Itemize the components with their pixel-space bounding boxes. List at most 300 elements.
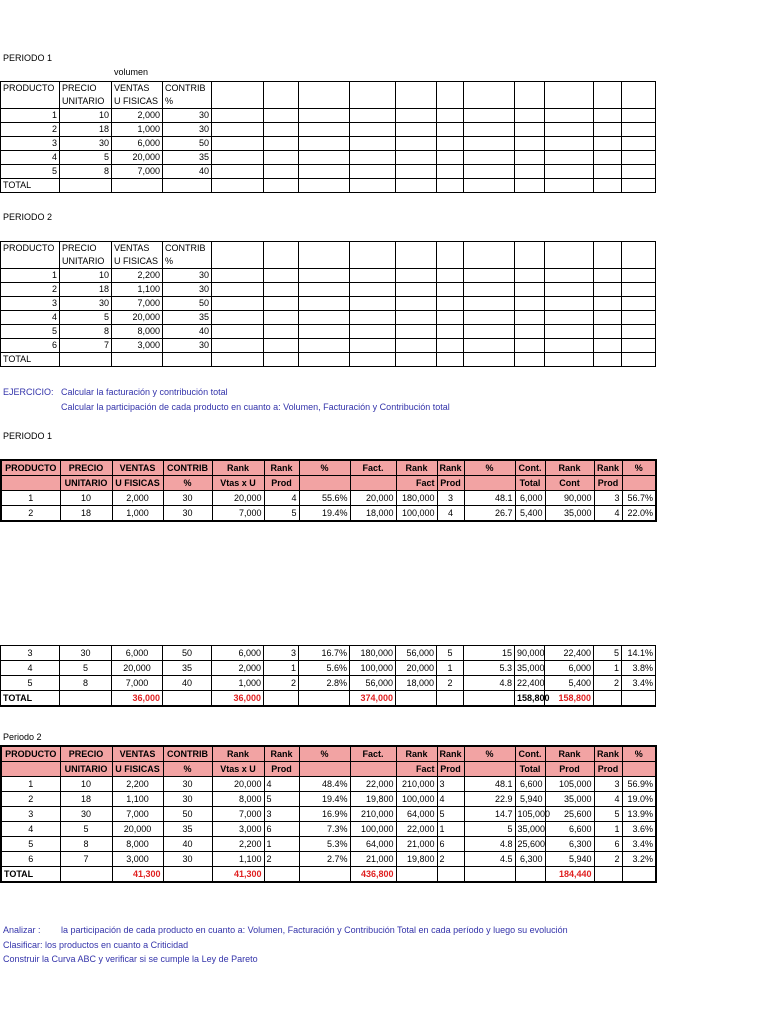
table-row xyxy=(1,506,656,522)
header-cell xyxy=(1,762,60,777)
col-unitario: UNITARIO xyxy=(60,95,112,109)
header-cell: Rank xyxy=(212,746,264,762)
table-cell: 8,000 xyxy=(112,325,163,339)
table-cell: 18,000 xyxy=(350,506,396,522)
table-cell: 30 xyxy=(163,777,212,792)
table-cell: 2 xyxy=(437,852,464,867)
table-row xyxy=(1,151,656,165)
table-cell: 1 xyxy=(1,109,60,123)
header-cell xyxy=(350,762,396,777)
table-cell: 19.4% xyxy=(299,792,350,807)
header-cell: Vtas x U xyxy=(212,476,264,491)
header-cell: % xyxy=(622,746,656,762)
header-cell xyxy=(622,762,656,777)
col-contrib: CONTRIB xyxy=(163,82,212,96)
input-table-periodo2 xyxy=(0,241,656,367)
table-cell: 7 xyxy=(60,852,112,867)
periodo2-label: PERIODO 2 xyxy=(3,212,53,222)
header-cell: CONTRIB xyxy=(163,460,212,476)
table-cell: 22.9 xyxy=(464,792,515,807)
table-cell: 1 xyxy=(1,491,60,506)
table-cell: 22,400 xyxy=(515,676,545,691)
header-cell: PRODUCTO xyxy=(1,746,60,762)
table-cell: 4 xyxy=(1,151,60,165)
header-cell xyxy=(299,476,350,491)
table-cell: 6,000 xyxy=(112,137,163,151)
table-cell: 2.8% xyxy=(299,676,350,691)
table-cell: 48.4% xyxy=(299,777,350,792)
header-cell: Prod xyxy=(437,762,464,777)
table-cell: 19.0% xyxy=(622,792,656,807)
table-cell: 35 xyxy=(163,822,212,837)
table-cell: 5 xyxy=(594,646,622,661)
table-cell: 30 xyxy=(163,506,212,522)
table-cell: 15 xyxy=(464,646,515,661)
col-contrib: CONTRIB xyxy=(163,242,212,256)
table-row xyxy=(1,269,656,283)
table-row xyxy=(1,123,656,137)
header-cell: Rank xyxy=(396,746,437,762)
table-cell: 21,000 xyxy=(396,837,437,852)
table-cell: 1 xyxy=(264,661,299,676)
total-label: TOTAL xyxy=(1,867,60,883)
table-cell: 5 xyxy=(60,822,112,837)
table-cell: 1,000 xyxy=(112,123,163,137)
table-cell: 180,000 xyxy=(350,646,396,661)
table-cell: 35 xyxy=(163,151,212,165)
table-row xyxy=(1,852,656,867)
header-cell: % xyxy=(299,460,350,476)
header-cell: % xyxy=(622,460,656,476)
header-cell: Rank xyxy=(545,460,594,476)
table-cell: 7,000 xyxy=(212,506,264,522)
header-cell xyxy=(1,476,60,491)
table-cell: 5.3% xyxy=(299,837,350,852)
table-cell: 35 xyxy=(163,661,212,676)
table-cell: 4 xyxy=(1,661,60,676)
header-cell: PRODUCTO xyxy=(1,460,60,476)
table-cell: 5 xyxy=(594,807,622,822)
table-cell: 20,000 xyxy=(112,661,163,676)
table-cell: 64,000 xyxy=(396,807,437,822)
table-cell: 1 xyxy=(437,822,464,837)
col-pct: % xyxy=(163,255,212,269)
input-table-periodo1 xyxy=(0,81,656,193)
table-cell: 1 xyxy=(264,837,299,852)
col-u-fisicas: U FISICAS xyxy=(112,95,163,109)
table-cell: 3 xyxy=(264,807,299,822)
table-row xyxy=(1,283,656,297)
table-cell: 3 xyxy=(437,491,464,506)
table-cell: 3 xyxy=(1,137,60,151)
table-cell: 90,000 xyxy=(545,491,594,506)
table-cell: 7,000 xyxy=(212,807,264,822)
table-cell: 2 xyxy=(437,676,464,691)
table-cell: 22,400 xyxy=(545,646,594,661)
table-row xyxy=(1,165,656,179)
table-cell: 56.7% xyxy=(622,491,656,506)
table-cell: 3 xyxy=(437,777,464,792)
table-cell: 64,000 xyxy=(350,837,396,852)
table-cell: 5 xyxy=(60,311,112,325)
header-row xyxy=(1,746,656,762)
table-cell: 3,000 xyxy=(212,822,264,837)
table-row xyxy=(1,311,656,325)
table-cell: 7 xyxy=(60,339,112,353)
header-cell: Prod xyxy=(594,762,622,777)
table-cell: 6,000 xyxy=(545,661,594,676)
table-cell: 40 xyxy=(163,837,212,852)
table-cell: 18 xyxy=(60,283,112,297)
header-cell: Cont xyxy=(545,476,594,491)
table-cell: 30 xyxy=(163,123,212,137)
header-cell: Rank xyxy=(545,746,594,762)
table-cell: 35,000 xyxy=(515,822,545,837)
table-cell: 55.6% xyxy=(299,491,350,506)
table-cell: 21,000 xyxy=(350,852,396,867)
table-cell: 30 xyxy=(163,491,212,506)
periodo1-label: PERIODO 1 xyxy=(3,53,53,63)
ejercicio-line1: Calcular la facturación y contribución total xyxy=(61,387,228,397)
table-cell: 1,000 xyxy=(112,506,163,522)
table-cell: 100,000 xyxy=(396,792,437,807)
table-cell: 10 xyxy=(60,109,112,123)
table-cell: 48.1 xyxy=(464,491,515,506)
col-unitario: UNITARIO xyxy=(60,255,112,269)
table-cell: 5 xyxy=(264,792,299,807)
table-row xyxy=(1,297,656,311)
result-table-periodo1-bottom xyxy=(0,645,656,707)
total-label: TOTAL xyxy=(1,179,60,193)
table-cell: 30 xyxy=(163,852,212,867)
table-cell: 5.3 xyxy=(464,661,515,676)
total-fact: 436,800 xyxy=(350,867,396,883)
header-cell: VENTAS xyxy=(112,460,163,476)
total-cont: 158,800 xyxy=(515,691,545,707)
header-cell: Prod xyxy=(594,476,622,491)
table-cell: 2 xyxy=(264,676,299,691)
table-cell: 3.6% xyxy=(622,822,656,837)
table-row xyxy=(1,661,656,676)
header-row xyxy=(1,460,656,476)
table-cell: 210,000 xyxy=(350,807,396,822)
header-cell: Rank xyxy=(437,746,464,762)
table-cell: 25,600 xyxy=(545,807,594,822)
table-cell: 30 xyxy=(163,109,212,123)
table-cell: 5,940 xyxy=(545,852,594,867)
table-cell: 22,000 xyxy=(350,777,396,792)
table-cell: 5 xyxy=(464,822,515,837)
table-cell: 8 xyxy=(60,837,112,852)
periodo2-result-label: Periodo 2 xyxy=(3,732,42,742)
table-cell: 19.4% xyxy=(299,506,350,522)
table-cell: 1 xyxy=(1,269,60,283)
table-cell: 4.8 xyxy=(464,837,515,852)
table-cell: 22,000 xyxy=(396,822,437,837)
table-cell: 20,000 xyxy=(396,661,437,676)
table-cell: 16.7% xyxy=(299,646,350,661)
header-cell: U FISICAS xyxy=(112,476,163,491)
table-row xyxy=(1,491,656,506)
table-cell: 2 xyxy=(594,852,622,867)
table-cell: 5.6% xyxy=(299,661,350,676)
table-cell: 2,000 xyxy=(212,661,264,676)
header-cell xyxy=(350,476,396,491)
table-cell: 7,000 xyxy=(112,297,163,311)
table-cell: 3 xyxy=(1,297,60,311)
header-cell: Rank xyxy=(396,460,437,476)
header-cell: U FISICAS xyxy=(112,762,163,777)
header-cell: Vtas x U xyxy=(212,762,264,777)
header-cell: Rank xyxy=(594,460,622,476)
col-pct: % xyxy=(163,95,212,109)
table-cell: 30 xyxy=(60,297,112,311)
header-cell: % xyxy=(464,746,515,762)
table-cell: 20,000 xyxy=(212,491,264,506)
table-cell: 2,000 xyxy=(112,491,163,506)
table-cell: 5 xyxy=(437,646,464,661)
table-cell: 6 xyxy=(264,822,299,837)
header-cell: Fact. xyxy=(350,746,396,762)
table-cell: 2 xyxy=(594,676,622,691)
table-cell: 5 xyxy=(1,325,60,339)
table-cell: 18 xyxy=(60,506,112,522)
header-cell: Cont. xyxy=(515,746,545,762)
table-cell: 4 xyxy=(437,506,464,522)
table-cell: 2,200 xyxy=(212,837,264,852)
table-cell: 18 xyxy=(60,123,112,137)
table-row xyxy=(1,807,656,822)
table-cell: 5,940 xyxy=(515,792,545,807)
header-cell: PRECIO xyxy=(60,746,112,762)
table-cell: 6,000 xyxy=(515,491,545,506)
col-u-fisicas: U FISICAS xyxy=(112,255,163,269)
table-cell: 2 xyxy=(1,123,60,137)
table-cell: 3.4% xyxy=(622,837,656,852)
table-cell: 8 xyxy=(60,165,112,179)
table-cell: 3.2% xyxy=(622,852,656,867)
total-ventas: 41,300 xyxy=(112,867,163,883)
table-cell: 50 xyxy=(163,646,212,661)
table-cell: 56.9% xyxy=(622,777,656,792)
table-cell: 1 xyxy=(594,822,622,837)
table-cell: 2 xyxy=(1,283,60,297)
header-cell: CONTRIB xyxy=(163,746,212,762)
table-cell: 6 xyxy=(594,837,622,852)
table-cell: 5 xyxy=(437,807,464,822)
table-cell: 10 xyxy=(60,777,112,792)
header-cell: UNITARIO xyxy=(60,476,112,491)
total-rank-cont: 158,800 xyxy=(545,691,594,707)
table-cell: 30 xyxy=(60,807,112,822)
table-cell: 1 xyxy=(1,777,60,792)
table-row xyxy=(1,822,656,837)
table-cell: 8 xyxy=(60,325,112,339)
table-cell: 7,000 xyxy=(112,676,163,691)
col-ventas: VENTAS xyxy=(112,242,163,256)
result-table-periodo2 xyxy=(0,745,657,883)
table-cell: 1 xyxy=(437,661,464,676)
table-cell: 18 xyxy=(60,792,112,807)
table-cell: 7,000 xyxy=(112,165,163,179)
header-cell: Rank xyxy=(437,460,464,476)
table-row xyxy=(1,646,656,661)
header-cell: Fact. xyxy=(350,460,396,476)
table-cell: 7,000 xyxy=(112,807,163,822)
table-cell: 1,000 xyxy=(212,676,264,691)
table-cell: 4 xyxy=(594,506,622,522)
table-cell: 1,100 xyxy=(212,852,264,867)
header-cell: Rank xyxy=(264,746,299,762)
header-cell: UNITARIO xyxy=(60,762,112,777)
table-row xyxy=(1,837,656,852)
table-cell: 3 xyxy=(594,491,622,506)
table-cell: 180,000 xyxy=(396,491,437,506)
total-ventas: 36,000 xyxy=(112,691,163,707)
table-cell: 30 xyxy=(163,283,212,297)
table-cell: 40 xyxy=(163,676,212,691)
table-cell: 4 xyxy=(264,777,299,792)
header-cell: Rank xyxy=(264,460,299,476)
table-cell: 7.3% xyxy=(299,822,350,837)
table-cell: 2,000 xyxy=(112,109,163,123)
table-cell: 3,000 xyxy=(112,852,163,867)
table-cell: 6,600 xyxy=(545,822,594,837)
table-cell: 8,000 xyxy=(212,792,264,807)
header-cell xyxy=(464,476,515,491)
header-cell: Fact xyxy=(396,762,437,777)
table-cell: 35,000 xyxy=(515,661,545,676)
ejercicio-label: EJERCICIO: xyxy=(3,387,54,397)
header-cell: Total xyxy=(515,762,545,777)
table-cell: 6 xyxy=(1,852,60,867)
table-cell: 2 xyxy=(1,506,60,522)
analizar-label: Analizar : xyxy=(3,925,41,935)
header-cell: VENTAS xyxy=(112,746,163,762)
header-cell: % xyxy=(163,476,212,491)
table-cell: 10 xyxy=(60,269,112,283)
analizar-line2: Clasificar: los productos en cuanto a Criticidad xyxy=(3,940,189,950)
table-cell: 14.7 xyxy=(464,807,515,822)
table-cell: 48.1 xyxy=(464,777,515,792)
table-row xyxy=(1,339,656,353)
total-rank-cont: 184,440 xyxy=(545,867,594,883)
table-cell: 6 xyxy=(437,837,464,852)
table-cell: 19,800 xyxy=(396,852,437,867)
table-cell: 100,000 xyxy=(350,661,396,676)
header-cell xyxy=(622,476,656,491)
table-cell: 6,300 xyxy=(515,852,545,867)
col-ventas: VENTAS xyxy=(112,82,163,96)
table-cell: 5 xyxy=(1,676,60,691)
header-row xyxy=(1,476,656,491)
total-rank-vtas: 36,000 xyxy=(212,691,264,707)
col-producto: PRODUCTO xyxy=(1,242,60,256)
header-cell: Fact xyxy=(396,476,437,491)
table-cell: 20,000 xyxy=(112,311,163,325)
header-cell: Cont. xyxy=(515,460,545,476)
periodo1-result-label: PERIODO 1 xyxy=(3,431,53,441)
table-cell: 5 xyxy=(264,506,299,522)
table-cell: 6,300 xyxy=(545,837,594,852)
table-cell: 6,600 xyxy=(515,777,545,792)
table-cell: 8,000 xyxy=(112,837,163,852)
header-cell: Rank xyxy=(212,460,264,476)
table-cell: 22.0% xyxy=(622,506,656,522)
table-cell: 8 xyxy=(60,676,112,691)
col-precio: PRECIO xyxy=(60,242,112,256)
header-cell: Prod xyxy=(437,476,464,491)
table-row xyxy=(1,777,656,792)
table-cell: 35,000 xyxy=(545,506,594,522)
table-cell: 2 xyxy=(1,792,60,807)
table-cell: 2,200 xyxy=(112,777,163,792)
table-cell: 35,000 xyxy=(545,792,594,807)
table-cell: 5 xyxy=(1,837,60,852)
table-cell: 4 xyxy=(1,822,60,837)
table-cell: 20,000 xyxy=(112,822,163,837)
table-cell: 3 xyxy=(594,777,622,792)
table-cell: 2.7% xyxy=(299,852,350,867)
table-cell: 100,000 xyxy=(350,822,396,837)
table-cell: 20,000 xyxy=(350,491,396,506)
table-cell: 6,000 xyxy=(112,646,163,661)
table-cell: 4 xyxy=(437,792,464,807)
table-cell: 3 xyxy=(264,646,299,661)
table-cell: 30 xyxy=(163,339,212,353)
total-label: TOTAL xyxy=(1,691,60,707)
header-cell xyxy=(464,762,515,777)
ejercicio-line2: Calcular la participación de cada producto en cuanto a: Volumen, Facturación y Contribución total xyxy=(61,402,450,412)
table-cell: 30 xyxy=(60,137,112,151)
table-cell: 90,000 xyxy=(515,646,545,661)
table-cell: 56,000 xyxy=(350,676,396,691)
table-cell: 1,100 xyxy=(112,283,163,297)
header-cell: Prod xyxy=(264,762,299,777)
table-cell: 105,000 xyxy=(515,807,545,822)
col-producto: PRODUCTO xyxy=(1,82,60,96)
header-row xyxy=(1,762,656,777)
table-cell: 25,600 xyxy=(515,837,545,852)
table-cell: 56,000 xyxy=(396,646,437,661)
table-cell: 3.8% xyxy=(622,661,656,676)
table-cell: 1,100 xyxy=(112,792,163,807)
table-cell: 30 xyxy=(163,792,212,807)
table-cell: 3,000 xyxy=(112,339,163,353)
result-table-periodo1-top xyxy=(0,459,657,522)
total-fact: 374,000 xyxy=(350,691,396,707)
table-cell: 2,200 xyxy=(112,269,163,283)
table-cell: 19,800 xyxy=(350,792,396,807)
table-row xyxy=(1,137,656,151)
header-cell: % xyxy=(299,746,350,762)
table-cell: 18,000 xyxy=(396,676,437,691)
table-cell: 30 xyxy=(163,269,212,283)
table-row xyxy=(1,676,656,691)
header-cell: Prod xyxy=(545,762,594,777)
total-rank-vtas: 41,300 xyxy=(212,867,264,883)
table-cell: 14.1% xyxy=(622,646,656,661)
table-cell: 6 xyxy=(1,339,60,353)
table-cell: 5,400 xyxy=(515,506,545,522)
header-cell: PRECIO xyxy=(60,460,112,476)
table-cell: 5 xyxy=(1,165,60,179)
table-cell: 26.7 xyxy=(464,506,515,522)
volumen-label: volumen xyxy=(114,67,149,77)
table-cell: 3 xyxy=(1,807,60,822)
table-cell: 4 xyxy=(1,311,60,325)
table-cell: 5,400 xyxy=(545,676,594,691)
